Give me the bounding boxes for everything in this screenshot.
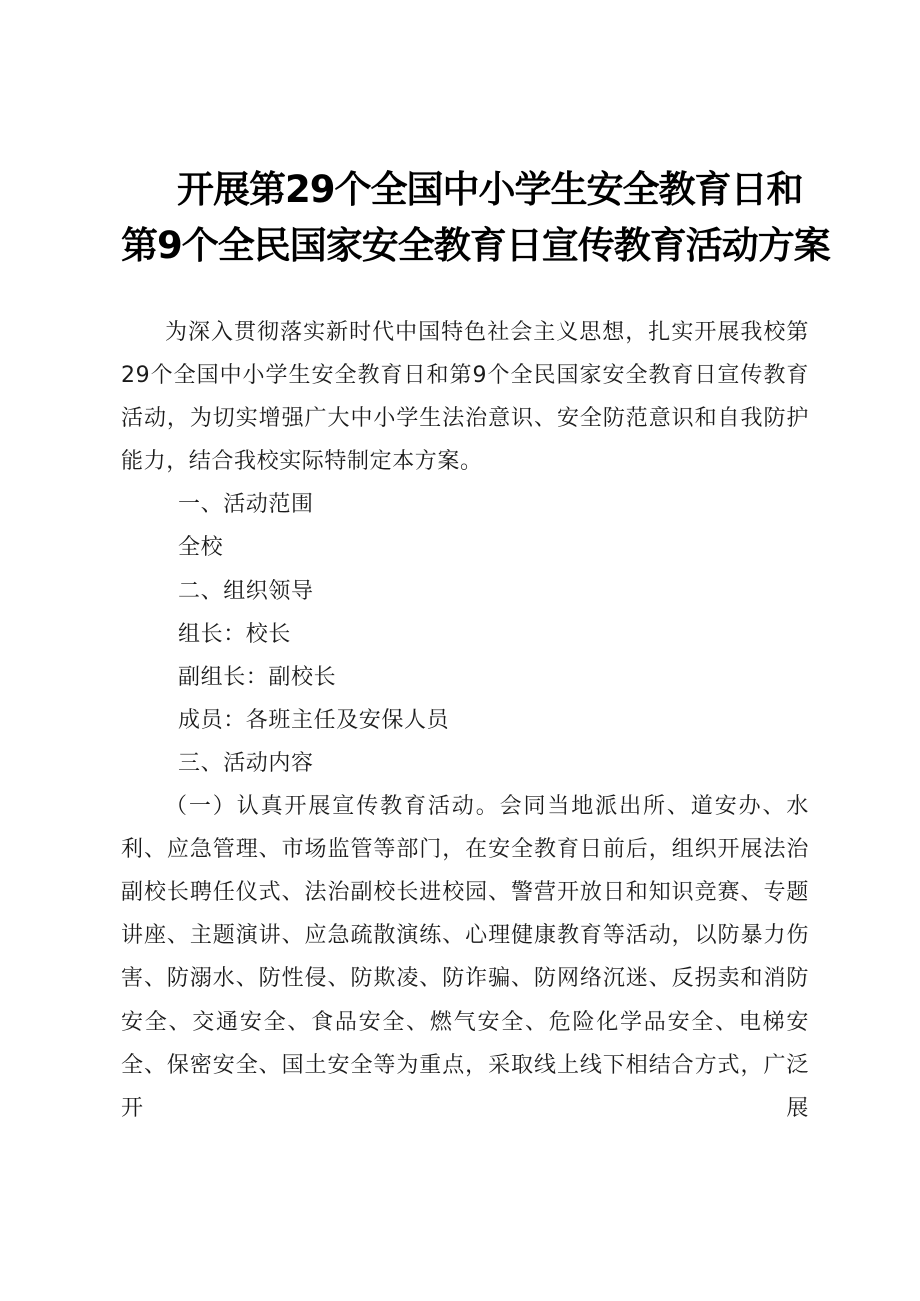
section-1-heading: 一、活动范围 <box>178 492 314 518</box>
intro-paragraph: 为深入贯彻落实新时代中国特色社会主义思想，扎实开展我校第29个全国中小学生安全教育日和第9个全民国家安全教育日宣传教育活动，为切实增强广大中小学生法治意识、安全防范意识和自我防护能力，结合我校实际特制定本方案。 <box>121 320 809 475</box>
deputy-leader-line: 副组长：副校长 <box>178 664 337 690</box>
section-3-paragraph-1: （一）认真开展宣传教育活动。会同当地派出所、道安办、水利、应急管理、市场监管等部门，在安全教育日前后，组织开展法治副校长聘任仪式、法治副校长进校园、警营开放日和知识竞赛、专题讲座、主题演讲、应急疏散演练、心理健康教育等活动，以防暴力伤害、防溺水、防性侵、防欺凌、防诈骗、防网络沉迷、反拐卖和消防安全、交通安全、食品安全、燃气安全、危险化学品安全、电梯安全、保密安全、国土安全等为重点，采取线上线下相结合方式，广泛开展 <box>121 794 809 1121</box>
section-3-heading: 三、活动内容 <box>178 750 314 776</box>
leader-line: 组长：校长 <box>178 621 292 647</box>
document-title <box>0 162 920 274</box>
title-line-2: 第9个全民国家安全教育日宣传教育活动方案 <box>121 224 830 267</box>
section-1-text: 全校 <box>178 535 224 561</box>
members-line: 成员：各班主任及安保人员 <box>178 707 450 733</box>
title-line-1: 开展第29个全国中小学生安全教育日和 <box>177 168 803 211</box>
section-2-heading: 二、组织领导 <box>178 578 314 604</box>
document-body <box>121 311 809 1130</box>
